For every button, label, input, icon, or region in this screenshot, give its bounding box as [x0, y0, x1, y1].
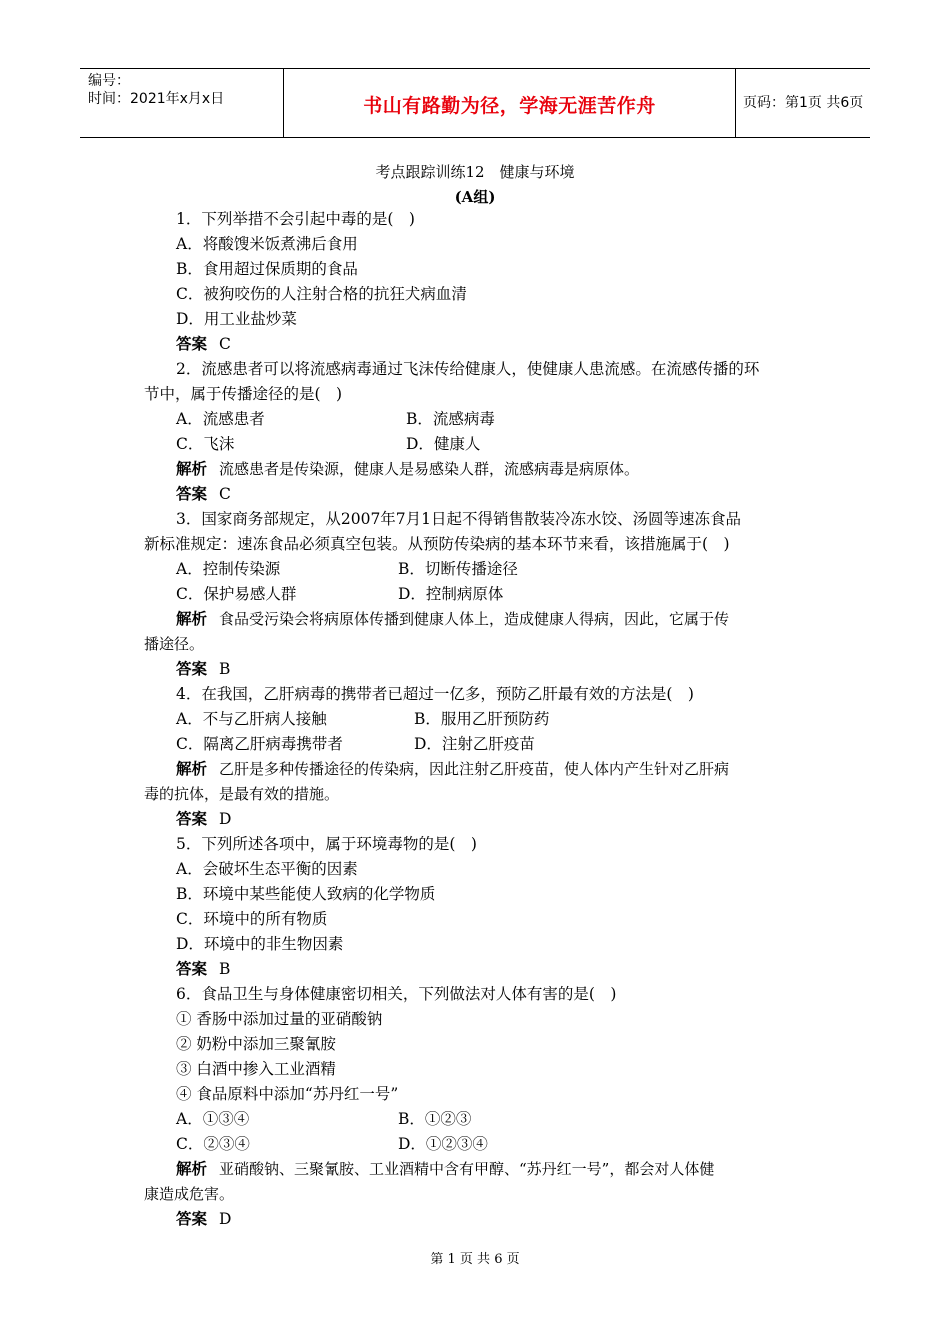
option-6c: C．②③④ — [176, 1135, 250, 1153]
analysis-label: 解析 — [176, 759, 208, 778]
statement-6-1: ① 香肠中添加过量的亚硝酸钠 — [176, 1010, 383, 1028]
analysis-3-line-1 — [176, 608, 729, 630]
question-3-line-2: 新标准规定：速冻食品必须真空包装。从预防传染病的基本环节来看，该措施属于( ) — [144, 535, 730, 553]
analysis-text: 亚硝酸钠、三聚氰胺、工业酒精中含有甲醇、“苏丹红一号”，都会对人体健 — [219, 1160, 715, 1178]
option-1d: D．用工业盐炒菜 — [176, 310, 297, 328]
option-2c: C．飞沫 — [176, 435, 235, 453]
answer-value: C — [219, 485, 231, 503]
answer-value: D — [219, 810, 232, 828]
option-2b: B．流感病毒 — [406, 410, 495, 428]
answer-6 — [176, 1208, 231, 1230]
analysis-3-line-2: 播途径。 — [144, 635, 205, 653]
option-5d: D．环境中的非生物因素 — [176, 935, 344, 953]
option-1a: A．将酸馊米饭煮沸后食用 — [176, 235, 358, 253]
page-footer: 第 1 页 共 6 页 — [430, 1252, 520, 1267]
page-label: 页码：第1页 共6页 — [743, 95, 864, 111]
answer-3 — [176, 658, 230, 680]
option-3d: D．控制病原体 — [398, 585, 504, 603]
question-2-line-1: 2．流感患者可以将流感病毒通过飞沫传给健康人，使健康人患流感。在流感传播的环 — [176, 360, 760, 378]
analysis-text: 乙肝是多种传播途径的传染病，因此注射乙肝疫苗，使人体内产生针对乙肝病 — [219, 760, 730, 778]
option-4c: C．隔离乙肝病毒携带者 — [176, 735, 343, 753]
answer-label: 答案 — [176, 959, 208, 978]
question-5: 5．下列所述各项中，属于环境毒物的是( ) — [176, 835, 477, 853]
question-4: 4．在我国，乙肝病毒的携带者已超过一亿多，预防乙肝最有效的方法是( ) — [176, 685, 694, 703]
answer-value: B — [219, 660, 231, 678]
option-3a: A．控制传染源 — [176, 560, 281, 578]
option-1c: C．被狗咬伤的人注射合格的抗狂犬病血清 — [176, 285, 467, 303]
answer-label: 答案 — [176, 809, 208, 828]
analysis-4-line-1 — [176, 758, 729, 780]
answer-value: C — [219, 335, 231, 353]
answer-5 — [176, 958, 230, 980]
option-6a: A．①③④ — [176, 1110, 250, 1128]
question-3-line-1: 3．国家商务部规定，从2007年7月1日起不得销售散装冷冻水饺、汤圆等速冻食品 — [176, 510, 742, 528]
answer-2 — [176, 483, 231, 505]
question-6: 6．食品卫生与身体健康密切相关，下列做法对人体有害的是( ) — [176, 985, 617, 1003]
time-label: 时间：2021年x月x日 — [88, 91, 225, 107]
answer-label: 答案 — [176, 1209, 208, 1228]
option-6d: D．①②③④ — [398, 1135, 488, 1153]
motto: 书山有路勤为径，学海无涯苦作舟 — [363, 95, 656, 117]
number-label: 编号： — [88, 73, 130, 89]
question-2-line-2: 节中，属于传播途径的是( ) — [144, 385, 343, 403]
answer-value: B — [219, 960, 231, 978]
analysis-label: 解析 — [176, 1159, 208, 1178]
statement-6-3: ③ 白酒中掺入工业酒精 — [176, 1060, 336, 1078]
option-6b: B．①②③ — [398, 1110, 472, 1128]
doc-title: 考点跟踪训练12 健康与环境 — [375, 163, 575, 181]
option-3c: C．保护易感人群 — [176, 585, 297, 603]
analysis-6-line-1 — [176, 1158, 714, 1180]
answer-1 — [176, 333, 231, 355]
analysis-6-line-2: 康造成危害。 — [144, 1185, 235, 1203]
option-5b: B．环境中某些能使人致病的化学物质 — [176, 885, 436, 903]
option-1b: B．食用超过保质期的食品 — [176, 260, 358, 278]
option-4a: A．不与乙肝病人接触 — [176, 710, 327, 728]
header-center-cell — [283, 69, 736, 137]
analysis-text: 食品受污染会将病原体传播到健康人体上，造成健康人得病，因此，它属于传 — [219, 610, 730, 628]
option-2a: A．流感患者 — [176, 410, 265, 428]
header-right-cell — [735, 69, 870, 137]
analysis-4-line-2: 毒的抗体，是最有效的措施。 — [144, 785, 340, 803]
answer-value: D — [219, 1210, 232, 1228]
answer-label: 答案 — [176, 484, 208, 503]
option-2d: D．健康人 — [406, 435, 481, 453]
statement-6-4: ④ 食品原料中添加“苏丹红一号” — [176, 1085, 399, 1103]
answer-4 — [176, 808, 231, 830]
statement-6-2: ② 奶粉中添加三聚氰胺 — [176, 1035, 336, 1053]
option-4b: B．服用乙肝预防药 — [414, 710, 550, 728]
analysis-text: 流感患者是传染源，健康人是易感染人群，流感病毒是病原体。 — [219, 460, 640, 478]
question-1: 1．下列举措不会引起中毒的是( ) — [176, 210, 415, 228]
analysis-label: 解析 — [176, 459, 208, 478]
analysis-label: 解析 — [176, 609, 208, 628]
option-4d: D．注射乙肝疫苗 — [414, 735, 535, 753]
header-left-cell — [80, 69, 283, 137]
group-label: (A组) — [454, 188, 496, 206]
option-3b: B．切断传播途径 — [398, 560, 518, 578]
option-5c: C．环境中的所有物质 — [176, 910, 328, 928]
page-header — [80, 68, 870, 138]
answer-label: 答案 — [176, 659, 208, 678]
option-5a: A．会破坏生态平衡的因素 — [176, 860, 358, 878]
answer-label: 答案 — [176, 334, 208, 353]
analysis-2 — [176, 458, 639, 480]
